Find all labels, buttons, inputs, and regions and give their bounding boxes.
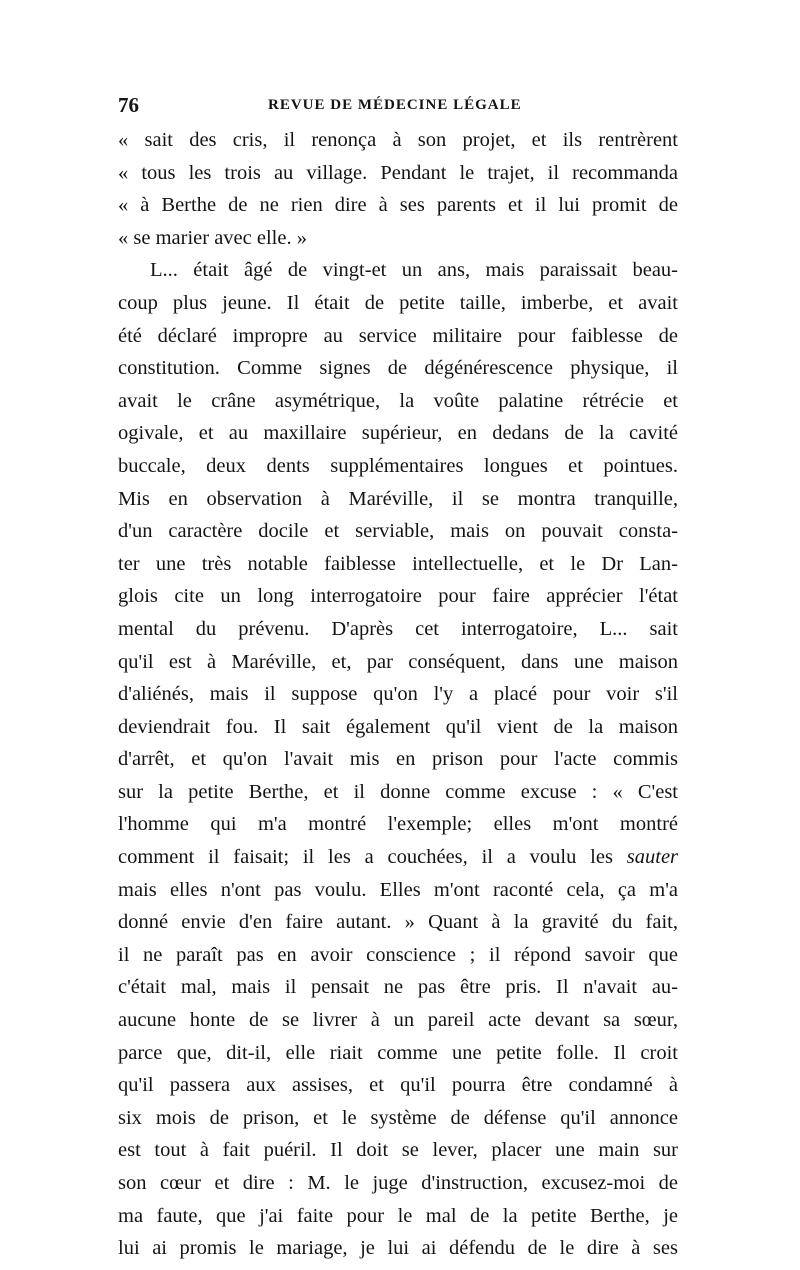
- text-line: aucune honte de se livrer à un pareil acte devant sa sœur,: [118, 1009, 678, 1032]
- text-line-with-italic: [118, 841, 678, 874]
- text-line: qu'il passera aux assises, et qu'il pourra être condamné à: [118, 1074, 678, 1097]
- text-line: buccale, deux dents supplémentaires longues et pointues.: [118, 454, 678, 477]
- text-line: d'arrêt, et qu'on l'avait mis en prison pour l'acte commis: [118, 748, 678, 771]
- text-line: coup plus jeune. Il était de petite taille, imberbe, et avait: [118, 291, 678, 314]
- text-line: d'aliénés, mais il suppose qu'on l'y a placé pour voir s'il: [118, 683, 678, 706]
- text-line: ogivale, et au maxillaire supérieur, en dedans de la cavité: [118, 422, 678, 445]
- text-line: qu'il est à Maréville, et, par conséquent, dans une maison: [118, 650, 678, 673]
- text-line: ter une très notable faiblesse intellectuelle, et le Dr Lan-: [118, 552, 678, 575]
- text-line: mental du prévenu. D'après cet interrogatoire, L... sait: [118, 617, 678, 640]
- page-number: 76: [118, 93, 139, 117]
- text-line: mais elles n'ont pas voulu. Elles m'ont raconté cela, ça m'a: [118, 878, 678, 901]
- text-line: été déclaré impropre au service militaire pour faiblesse de: [118, 324, 678, 347]
- text-line: donné envie d'en faire autant. » Quant à la gravité du fait,: [118, 911, 678, 934]
- text-line: ma faute, que j'ai faite pour le mal de la petite Berthe, je: [118, 1204, 678, 1227]
- text-line: l'homme qui m'a montré l'exemple; elles m'ont montré: [118, 813, 678, 836]
- italic-word: sauter: [626, 846, 678, 869]
- text-line: Mis en observation à Maréville, il se montra tranquille,: [118, 487, 678, 510]
- text-line: est tout à fait puéril. Il doit se lever, placer une main sur: [118, 1139, 678, 1162]
- text-line-prefix: comment il faisait; il les a couchées, il a voulu les: [118, 846, 613, 869]
- text-line: sur la petite Berthe, et il donne comme excuse : « C'est: [118, 780, 678, 803]
- running-head: REVUE DE MÉDECINE LÉGALE: [268, 97, 522, 113]
- text-line: lui ai promis le mariage, je lui ai défendu de le dire à ses: [118, 1237, 678, 1260]
- body-text: [118, 124, 678, 1265]
- text-line: deviendrait fou. Il sait également qu'il vient de la maison: [118, 715, 678, 738]
- text-line: « à Berthe de ne rien dire à ses parents et il lui promit de: [118, 194, 678, 217]
- text-line: L... était âgé de vingt-et un ans, mais paraissait beau-: [150, 259, 678, 282]
- text-line: « se marier avec elle. »: [118, 226, 307, 249]
- page-header: [118, 90, 678, 120]
- text-line: « tous les trois au village. Pendant le trajet, il recommanda: [118, 161, 678, 184]
- text-line: constitution. Comme signes de dégénérescence physique, il: [118, 357, 678, 380]
- text-line: d'un caractère docile et serviable, mais on pouvait consta-: [118, 520, 678, 543]
- text-line: c'était mal, mais il pensait ne pas être pris. Il n'avait au-: [118, 976, 678, 999]
- text-line: avait le crâne asymétrique, la voûte palatine rétrécie et: [118, 389, 678, 412]
- text-line: parce que, dit-il, elle riait comme une petite folle. Il croit: [118, 1041, 678, 1064]
- text-line: glois cite un long interrogatoire pour faire apprécier l'état: [118, 585, 678, 608]
- text-line: six mois de prison, et le système de défense qu'il annonce: [118, 1106, 678, 1129]
- text-line: son cœur et dire : M. le juge d'instruction, excusez-moi de: [118, 1172, 678, 1194]
- text-line: il ne paraît pas en avoir conscience ; il répond savoir que: [118, 943, 678, 966]
- text-line: « sait des cris, il renonça à son projet, et ils rentrèrent: [118, 129, 678, 151]
